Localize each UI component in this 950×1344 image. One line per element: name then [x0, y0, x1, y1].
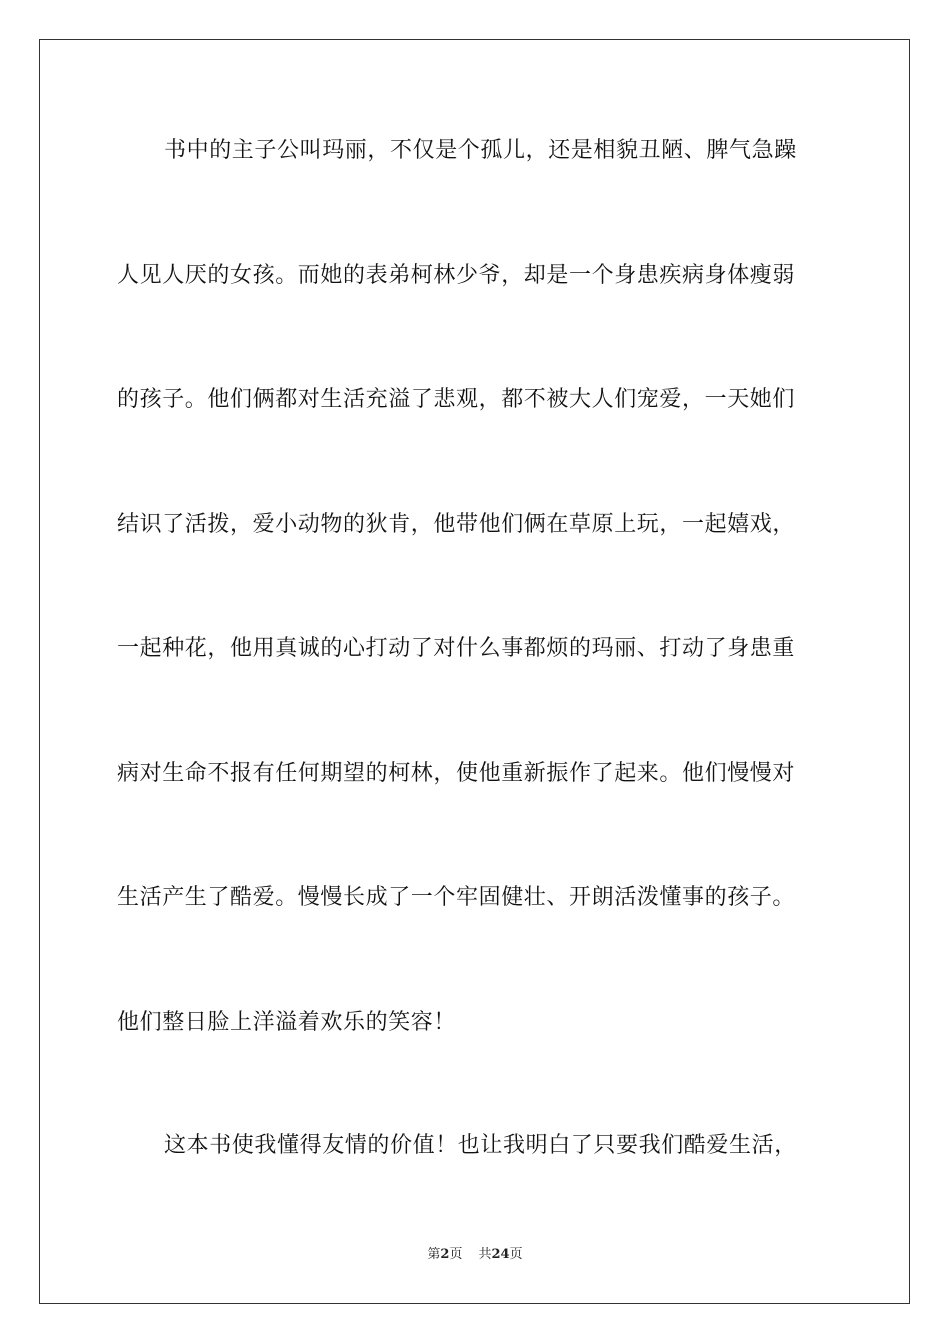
page-border — [39, 39, 910, 1304]
page-suffix: 页 — [449, 1247, 463, 1262]
total-pages: 24 — [491, 1247, 510, 1262]
paragraph-1-line-5: 一起种花，他用真诚的心打动了对什么事都烦的玛丽、打动了身患重 — [117, 636, 796, 661]
paragraph-2-line-1: 这本书使我懂得友情的价值！也让我明白了只要我们酷爱生活， — [164, 1133, 797, 1158]
paragraph-1-line-4: 结识了活拨，爱小动物的狄肯，他带他们俩在草原上玩，一起嬉戏， — [117, 512, 796, 537]
paragraph-1-line-8: 他们整日脸上洋溢着欢乐的笑容！ — [117, 1010, 457, 1035]
paragraph-1-line-3: 的孩子。他们俩都对生活充溢了悲观，都不被大人们宠爱，一天她们 — [117, 387, 796, 412]
page-footer — [0, 1246, 950, 1264]
paragraph-1-line-2: 人见人厌的女孩。而她的表弟柯林少爷，却是一个身患疾病身体瘦弱 — [117, 263, 796, 288]
paragraph-1-line-6: 病对生命不报有任何期望的柯林，使他重新振作了起来。他们慢慢对 — [117, 761, 796, 786]
page-number: 2 — [440, 1247, 450, 1262]
total-suffix: 页 — [509, 1247, 523, 1262]
paragraph-1-line-1: 书中的主子公叫玛丽，不仅是个孤儿，还是相貌丑陋、脾气急躁 — [164, 138, 797, 163]
page-prefix: 第 — [427, 1247, 441, 1262]
paragraph-1-line-7: 生活产生了酷爱。慢慢长成了一个牢固健壮、开朗活泼懂事的孩子。 — [117, 885, 796, 910]
total-prefix: 共 — [478, 1247, 492, 1262]
